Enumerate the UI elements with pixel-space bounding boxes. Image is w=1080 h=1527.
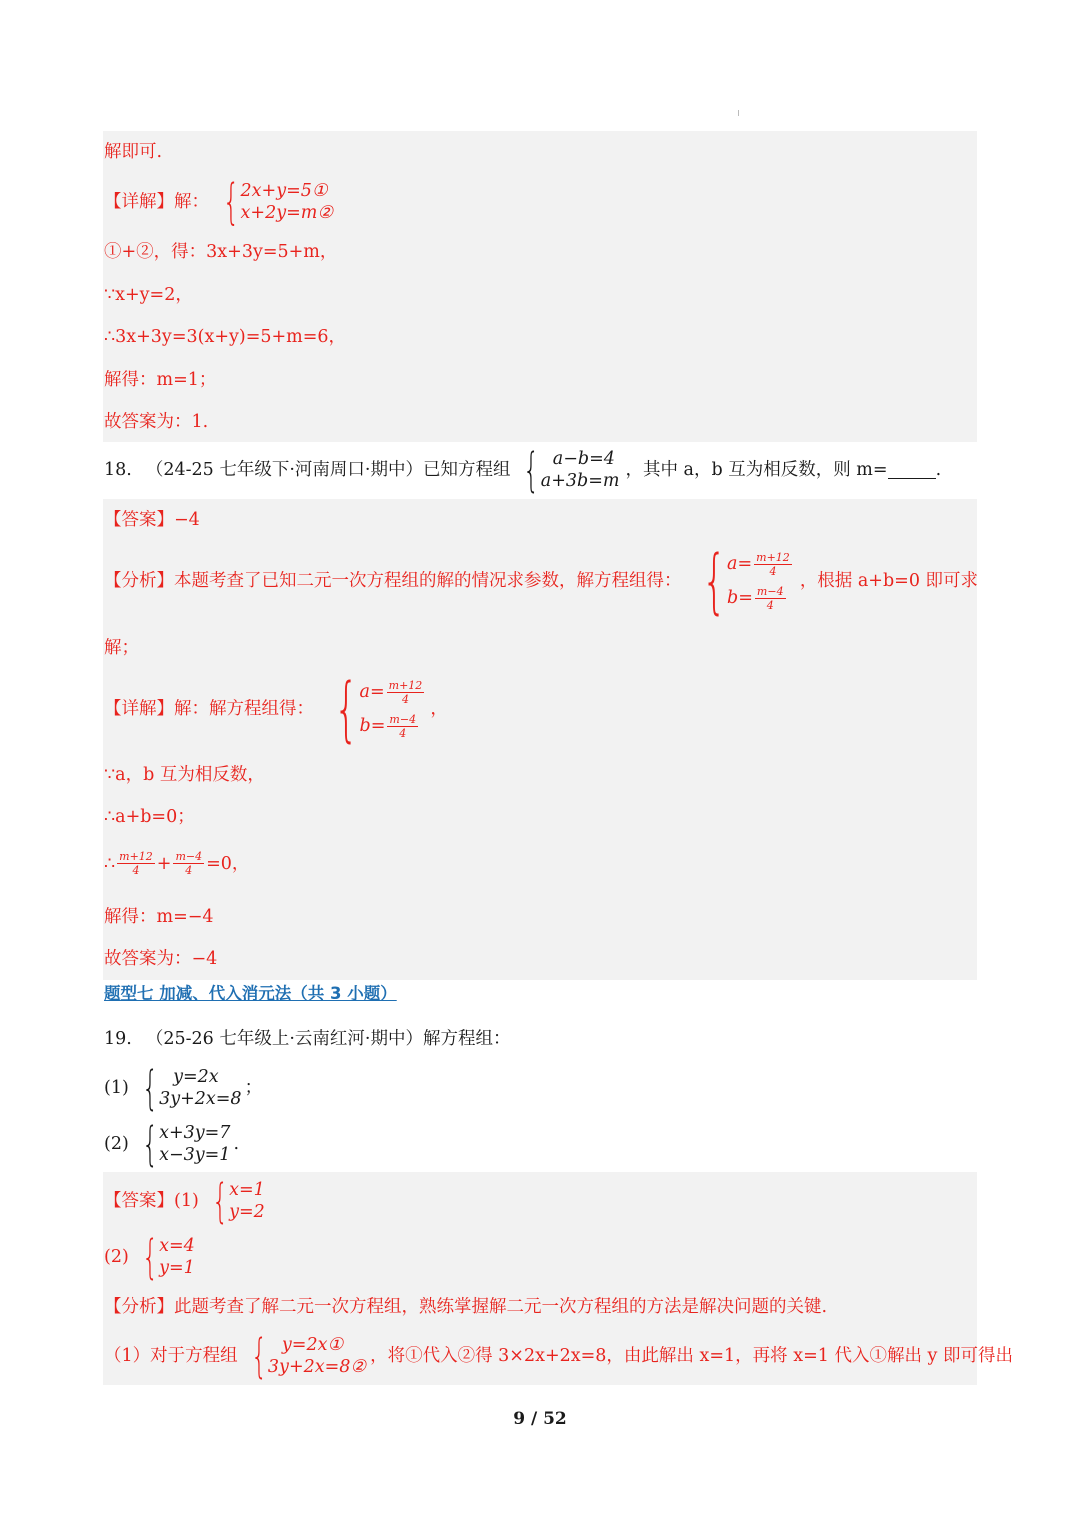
equation-row: x−3y=1 xyxy=(159,1145,231,1165)
analysis-line xyxy=(104,1295,827,1319)
equation-row: b= $\frac{m-4}{4}$ xyxy=(727,585,784,612)
solution-step: ∴a+b=0； xyxy=(104,807,195,827)
answer-value: −4 xyxy=(174,510,200,530)
equation-row: b= $\frac{m-4}{4}$ xyxy=(359,713,417,740)
question-number: 19. xyxy=(104,1029,132,1049)
detail-label: 【详解】 xyxy=(104,192,174,212)
detail-line xyxy=(104,668,448,750)
analysis-line xyxy=(104,540,979,622)
equation-row: 3y+2x=8② xyxy=(267,1357,367,1377)
solution-step: 故答案为：−4 xyxy=(104,949,218,969)
equation-row: 2x+y=5① xyxy=(240,181,328,201)
detail-text: 解：解方程组得： xyxy=(174,699,314,719)
answer-blank xyxy=(888,462,936,479)
equation-row: x+2y=m② xyxy=(240,203,334,223)
equation-row: y=1 xyxy=(159,1258,195,1278)
equation-row: a= $\frac{m+12}{4}$ xyxy=(727,551,790,578)
brace-icon: { xyxy=(141,1117,159,1171)
analysis-text: 此题考查了解二元一次方程组，熟练掌握解二元一次方程组的方法是解决问题的关键. xyxy=(174,1297,828,1317)
equation-row: a−b=4 xyxy=(552,449,615,469)
question-part-2: (2) { x+3y=7 x−3y=1 . xyxy=(104,1117,240,1171)
text-line: 解即可. xyxy=(104,142,163,162)
solution-step: ∴3x+3y=3(x+y)=5+m=6， xyxy=(104,327,347,347)
equation-row: 3y+2x=8 xyxy=(159,1089,242,1109)
brace-icon: { xyxy=(334,668,359,750)
analysis-wrap: 解； xyxy=(104,638,139,658)
detail-prefix: 解： xyxy=(174,192,209,212)
question-source: （24-25 七年级下·河南周口·期中）已知方程组 xyxy=(145,460,511,480)
question-19 xyxy=(104,1027,510,1051)
equation-row: a+3b=m xyxy=(540,471,620,491)
equation-row: x=4 xyxy=(159,1236,195,1256)
question-part-1: (1) { y=2x 3y+2x=8 ； xyxy=(104,1061,263,1115)
brace-icon: { xyxy=(701,540,727,622)
equation-row: x=1 xyxy=(229,1180,265,1200)
detail-label: 【详解】 xyxy=(104,699,174,719)
solution-step: ∴ $\frac{m+12}{4}$ + $\frac{m-4}{4}$ =0， xyxy=(104,850,250,877)
analysis-label: 【分析】 xyxy=(104,1297,174,1317)
solution-step: ∵a，b 互为相反数， xyxy=(104,765,265,785)
solution-step: 解得：m=1； xyxy=(104,370,217,390)
brace-icon: { xyxy=(523,443,540,497)
answer-line xyxy=(104,508,200,532)
brace-icon: { xyxy=(141,1061,159,1115)
question-source: （25-26 七年级上·云南红河·期中）解方程组： xyxy=(145,1029,511,1049)
solution-step: ①+②，得：3x+3y=5+m， xyxy=(104,242,338,262)
equation-row: a= $\frac{m+12}{4}$ xyxy=(359,679,423,706)
answer-label: 【答案】 xyxy=(104,510,174,530)
detail-line xyxy=(104,174,334,230)
solution-step: ∵x+y=2， xyxy=(104,285,193,305)
brace-icon: { xyxy=(211,1174,229,1228)
brace-icon: { xyxy=(222,174,240,230)
answer-label: 【答案】 xyxy=(104,1191,174,1211)
question-18 xyxy=(104,443,942,497)
equation-row: x+3y=7 xyxy=(159,1123,231,1143)
brace-icon: { xyxy=(250,1329,267,1383)
detail-end: ， xyxy=(430,699,448,719)
page-number: 9 / 52 xyxy=(513,1409,567,1429)
analysis-sub-1: （1）对于方程组 { y=2x① 3y+2x=8② ，将①代入②得 3×2x+2x=8，由此解出 x=1，再将 x=1 代入①解出 y 即可得出 xyxy=(104,1329,1013,1383)
section-heading[interactable]: 题型七 加减、代入消元法（共 3 小题） xyxy=(104,984,397,1003)
equation-row: y=2x① xyxy=(281,1335,344,1355)
page-mark xyxy=(738,110,739,116)
answer-line: (2) { x=4 y=1 xyxy=(104,1230,195,1284)
analysis-label: 【分析】 xyxy=(104,571,174,591)
equation-row: y=2x xyxy=(173,1067,219,1087)
brace-icon: { xyxy=(141,1230,159,1284)
question-number: 18. xyxy=(104,460,132,480)
analysis-text: 本题考查了已知二元一次方程组的解的情况求参数，解方程组得： xyxy=(174,571,682,591)
solution-step: 解得：m=−4 xyxy=(104,907,214,927)
solution-step: 故答案为：1. xyxy=(104,412,209,432)
analysis-tail: ，根据 a+b=0 即可求 xyxy=(799,571,979,591)
answer-line: 【答案】 (1) { x=1 y=2 xyxy=(104,1174,265,1228)
question-tail: ，其中 a，b 互为相反数，则 m= xyxy=(625,460,888,480)
question-end: . xyxy=(935,460,942,480)
equation-row: y=2 xyxy=(229,1202,265,1222)
